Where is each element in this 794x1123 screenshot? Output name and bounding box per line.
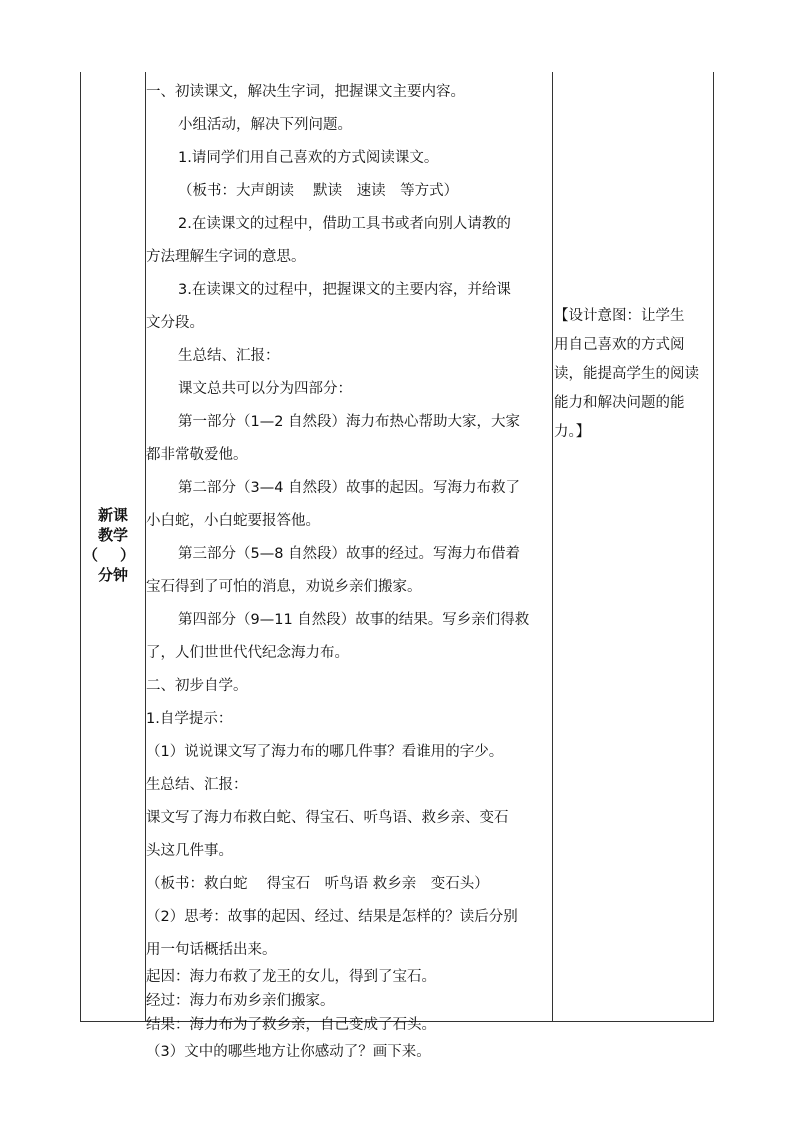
design-intent-line: 用自己喜欢的方式阅	[554, 337, 685, 353]
content-line: 3.在读课文的过程中，把握课文的主要内容，并给课	[178, 282, 511, 298]
content-line: 头这几件事。	[146, 843, 233, 859]
content-line: 第二部分（3—4 自然段）故事的起因。写海力布救了	[178, 480, 521, 496]
content-line: 方法理解生字词的意思。	[146, 249, 306, 265]
lesson-content	[146, 78, 552, 1071]
content-line: 第三部分（5—8 自然段）故事的经过。写海力布借着	[178, 546, 521, 562]
content-line: 都非常敬爱他。	[146, 447, 248, 463]
content-line: 课文写了海力布救白蛇、得宝石、听鸟语、救乡亲、变石	[146, 810, 509, 826]
content-line: 二、初步自学。	[146, 678, 248, 694]
content-line: 生总结、汇报：	[178, 348, 280, 364]
minutes-blank	[81, 545, 145, 565]
content-line: （2）思考：故事的起因、经过、结果是怎样的？读后分别	[146, 909, 518, 925]
table-border-col2	[552, 72, 553, 1022]
paren-open: （	[83, 546, 99, 564]
content-line: 生总结、汇报：	[146, 777, 248, 793]
content-line: 第四部分（9—11 自然段）故事的结果。写乡亲们得救	[178, 612, 530, 628]
design-intent-line: 能力和解决问题的能	[554, 395, 685, 411]
content-line: 1.请同学们用自己喜欢的方式阅读课文。	[178, 150, 439, 166]
content-line: 小白蛇，小白蛇要报答他。	[146, 513, 320, 529]
design-intent-line: 【设计意图：让学生	[554, 308, 685, 324]
content-line: 小组活动，解决下列问题。	[178, 117, 352, 133]
content-line: 用一句话概括出来。	[146, 942, 277, 958]
section-label	[81, 505, 145, 585]
content-line: 一、初读课文，解决生字词，把握课文主要内容。	[146, 84, 465, 100]
content-line: 1.自学提示：	[146, 711, 233, 727]
content-line: （3）文中的哪些地方让你感动了？画下来。	[146, 1044, 431, 1060]
content-line: 经过：海力布劝乡亲们搬家。	[146, 993, 335, 1009]
content-line: （1）说说课文写了海力布的哪几件事？看谁用的字少。	[146, 744, 504, 760]
design-intent-line: 读，能提高学生的阅读	[554, 366, 699, 382]
content-line: 文分段。	[146, 315, 204, 331]
table-border-right	[713, 72, 714, 1022]
design-intent	[554, 302, 714, 447]
section-label-line4: 分钟	[97, 566, 128, 584]
content-line: 宝石得到了可怕的消息，劝说乡亲们搬家。	[146, 579, 422, 595]
section-label-line1: 新课	[97, 506, 128, 524]
section-label-line2: 教学	[97, 526, 128, 544]
content-line: 2.在读课文的过程中，借助工具书或者向别人请教的	[178, 216, 511, 232]
content-line: （板书：救白蛇 得宝石 听鸟语 救乡亲 变石头）	[146, 876, 489, 892]
content-line: （板书：大声朗读 默读 速读 等方式）	[178, 183, 459, 199]
content-line: 课文总共可以分为四部分：	[178, 381, 352, 397]
paren-close: ）	[119, 546, 135, 564]
content-line: 第一部分（1—2 自然段）海力布热心帮助大家，大家	[178, 414, 521, 430]
content-line: 了，人们世世代代纪念海力布。	[146, 645, 349, 661]
content-line: 结果：海力布为了救乡亲，自己变成了石头。	[146, 1017, 436, 1033]
content-line: 起因：海力布救了龙王的女儿，得到了宝石。	[146, 969, 436, 985]
design-intent-line: 力。】	[554, 424, 591, 440]
